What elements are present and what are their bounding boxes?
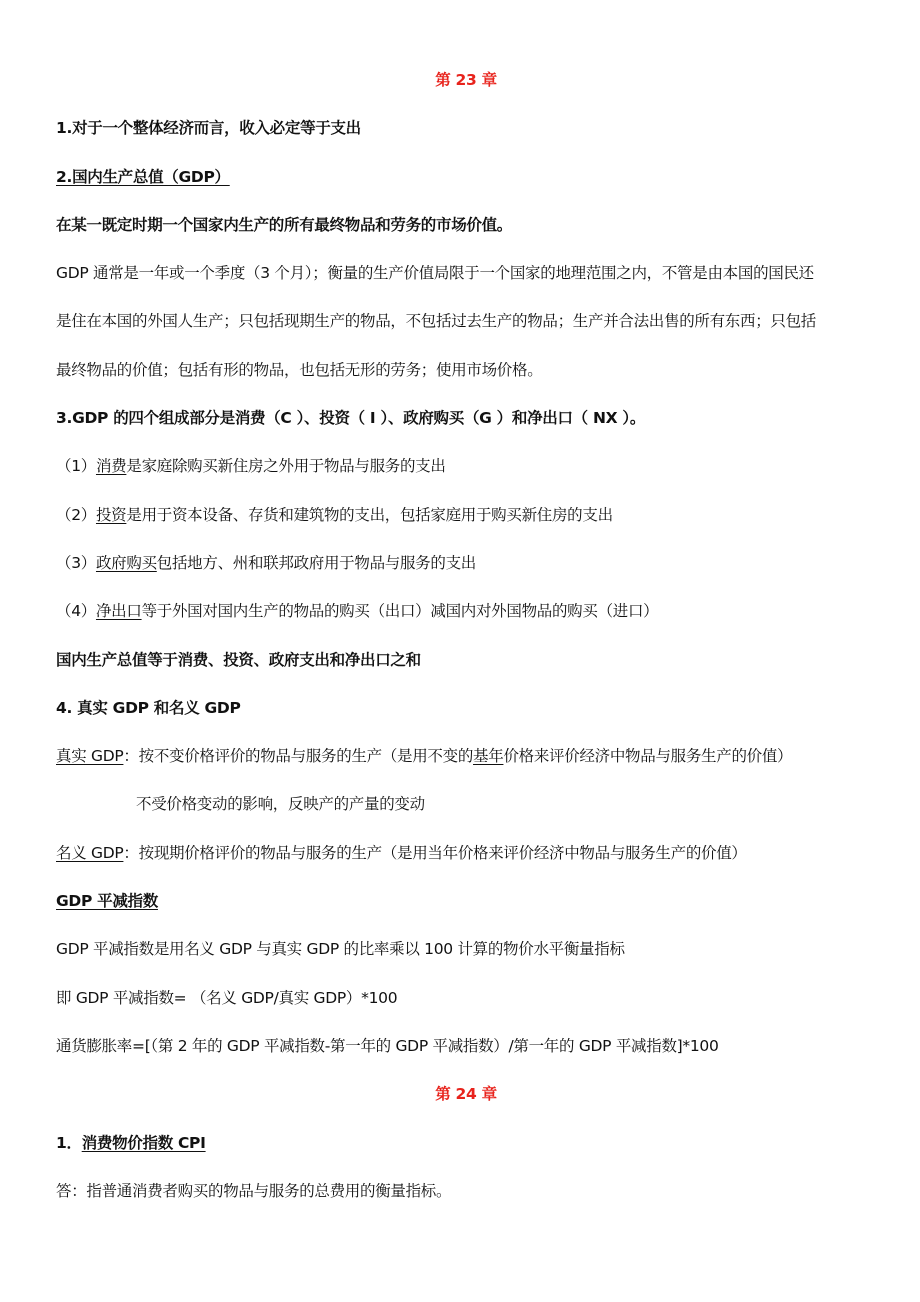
bold-paragraph [56, 201, 876, 249]
text-segment: GDP 通常是一年或一个季度（3 个月）；衡量的生产价值局限于一个国家的地理范围之内，不管是由本国的国民还 [56, 264, 814, 283]
underlined-term: 消费 [95, 457, 127, 476]
text-segment: 在某一既定时期一个国家内生产的所有最终物品和劳务的市场价值。 [56, 215, 513, 234]
underlined-term: 真实 GDP [56, 747, 124, 766]
chapter-heading [56, 56, 876, 104]
text-segment: 价格来评价经济中物品与服务生产的价值） [503, 747, 793, 766]
paragraph [56, 974, 876, 1022]
chapter-heading [56, 1070, 876, 1118]
underlined-term: 政府购买 [95, 553, 157, 572]
bold-paragraph [56, 104, 876, 152]
text-segment: 通货膨胀率=[（第 2 年的 GDP 平减指数-第一年的 GDP 平减指数）/第一年的 GDP 平减指数]*100 [56, 1036, 719, 1055]
bold-paragraph [56, 636, 876, 684]
paragraph [56, 925, 876, 973]
text-segment: 3.GDP 的四个组成部分是消费（C ）、投资（ I ）、政府购买（G ）和净出口（ NX ）。 [56, 409, 646, 428]
text-segment: GDP 平减指数是用名义 GDP 与真实 GDP 的比率乘以 100 计算的物价水平衡量指标 [56, 940, 625, 959]
text-segment: 是家庭除购买新住房之外用于物品与服务的支出 [126, 457, 446, 476]
text-segment: （3） [56, 553, 96, 572]
paragraph [56, 297, 876, 345]
text-segment: 是住在本国的外国人生产；只包括现期生产的物品，不包括过去生产的物品；生产并合法出售的所有东西；只包括 [56, 312, 817, 331]
bold-paragraph [56, 153, 876, 201]
text-segment: 第 23 章 [435, 71, 497, 89]
bold-paragraph [56, 1119, 876, 1167]
bold-paragraph [56, 684, 876, 732]
paragraph [56, 1022, 876, 1070]
paragraph [56, 491, 876, 539]
paragraph [56, 539, 876, 587]
text-segment: 等于外国对国内生产的物品的购买（出口）减国内对外国物品的购买（进口） [141, 602, 659, 621]
paragraph [56, 587, 876, 635]
underlined-term: 消费物价指数 CPI [81, 1133, 206, 1152]
text-segment: （2） [56, 505, 96, 524]
text-segment: 1． [56, 1133, 82, 1152]
underlined-term: 净出口 [95, 602, 142, 621]
underlined-term: 2.国内生产总值（GDP） [56, 167, 230, 186]
text-segment: 最终物品的价值；包括有形的物品，也包括无形的劳务；使用市场价格。 [56, 360, 543, 379]
text-segment: 即 GDP 平减指数= （名义 GDP/真实 GDP）*100 [56, 988, 398, 1007]
underlined-term: 基年 [473, 747, 504, 766]
text-segment: 是用于资本设备、存货和建筑物的支出，包括家庭用于购买新住房的支出 [126, 505, 613, 524]
underlined-term: GDP 平减指数 [56, 892, 158, 911]
text-segment: 包括地方、州和联邦政府用于物品与服务的支出 [156, 553, 476, 572]
paragraph [56, 442, 876, 490]
text-segment: 1.对于一个整体经济而言，收入必定等于支出 [56, 119, 361, 138]
text-segment: （1） [56, 457, 96, 476]
bold-paragraph [56, 877, 876, 925]
text-segment: 国内生产总值等于消费、投资、政府支出和净出口之和 [56, 650, 421, 669]
bold-paragraph [56, 394, 876, 442]
document-page [56, 56, 876, 1215]
text-segment: 第 24 章 [435, 1085, 497, 1104]
paragraph [56, 780, 876, 828]
text-segment: 答：指普通消费者购买的物品与服务的总费用的衡量指标。 [56, 1181, 452, 1200]
text-segment: 不受价格变动的影响，反映产的产量的变动 [136, 795, 425, 814]
underlined-term: 投资 [95, 505, 127, 524]
text-segment: ：按现期价格评价的物品与服务的生产（是用当年价格来评价经济中物品与服务生产的价值） [123, 843, 747, 862]
underlined-term: 名义 GDP [56, 843, 124, 862]
paragraph [56, 249, 876, 297]
text-segment: （4） [56, 602, 96, 621]
paragraph [56, 732, 876, 780]
paragraph [56, 346, 876, 394]
text-segment: 4. 真实 GDP 和名义 GDP [56, 698, 241, 717]
paragraph [56, 1167, 876, 1215]
text-segment: ：按不变价格评价的物品与服务的生产（是用不变的 [123, 747, 474, 766]
paragraph [56, 829, 876, 877]
